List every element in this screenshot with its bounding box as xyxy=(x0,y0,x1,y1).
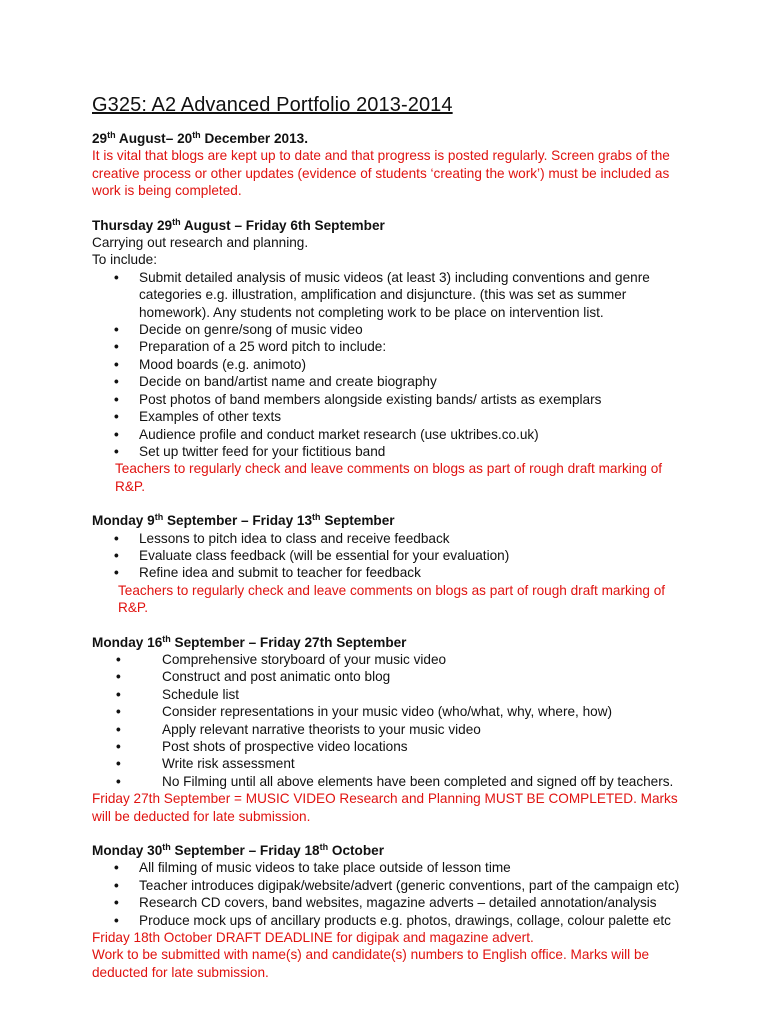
list-item: • Decide on band/artist name and create biography xyxy=(92,373,692,390)
list-item: • Apply relevant narrative theorists to your music video xyxy=(92,721,692,738)
section-heading: Monday 9th September – Friday 13th September xyxy=(92,512,395,529)
section-line: To include: xyxy=(92,252,157,268)
list-item: • Post photos of band members alongside existing bands/ artists as exemplars xyxy=(92,391,692,408)
deadline-note: Friday 18th October DRAFT DEADLINE for digipak and magazine advert. xyxy=(92,930,534,946)
list-item: • Evaluate class feedback (will be essential for your evaluation) xyxy=(92,547,692,564)
section-heading: Monday 30th September – Friday 18th October xyxy=(92,842,385,859)
section-heading: Monday 16th September – Friday 27th September xyxy=(92,633,407,650)
deadline-note: Friday 27th September = MUSIC VIDEO Research and Planning MUST BE COMPLETED. Marks will be deducted for late submission. xyxy=(92,791,678,824)
blog-notice: It is vital that blogs are kept up to date and that progress is posted regularly. Screen grabs of the creative process or other updates (evidence of students ‘creating the work’) must be included as work is being completed. xyxy=(92,148,670,199)
document-body xyxy=(92,130,692,981)
list-item: • Submit detailed analysis of music videos (at least 3) including conventions and genre categories e.g. illustration, amplification and disjuncture. (this was set as summer homework). Any students not completing work to be place on intervention list. xyxy=(92,269,692,321)
list-item: • Refine idea and submit to teacher for feedback xyxy=(92,564,692,581)
list-item: • Comprehensive storyboard of your music video xyxy=(92,651,692,668)
list-item: • Mood boards (e.g. animoto) xyxy=(92,356,692,373)
task-list xyxy=(92,651,692,790)
document-title: G325: A2 Advanced Portfolio 2013-2014 xyxy=(92,94,453,116)
section-line: Carrying out research and planning. xyxy=(92,235,309,251)
list-item: • Lessons to pitch idea to class and receive feedback xyxy=(92,530,692,547)
list-item: • Set up twitter feed for your fictitious band xyxy=(92,443,692,460)
list-item: • Research CD covers, band websites, magazine adverts – detailed annotation/analysis xyxy=(92,894,692,911)
list-item: • Produce mock ups of ancillary products e.g. photos, drawings, collage, colour palette etc xyxy=(92,912,692,929)
list-item: • Teacher introduces digipak/website/advert (generic conventions, part of the campaign etc) xyxy=(92,877,692,894)
task-list xyxy=(92,269,692,460)
section-heading: Thursday 29th August – Friday 6th September xyxy=(92,216,385,233)
list-item: • Construct and post animatic onto blog xyxy=(92,668,692,685)
list-item: • Schedule list xyxy=(92,686,692,703)
submission-note: Work to be submitted with name(s) and candidate(s) numbers to English office. Marks will be deducted for late submission. xyxy=(92,947,650,980)
list-item: • Decide on genre/song of music video xyxy=(92,321,692,338)
list-item: • Consider representations in your music video (who/what, why, where, how) xyxy=(92,703,692,720)
list-item: • Write risk assessment xyxy=(92,755,692,772)
list-item: • Audience profile and conduct market research (use uktribes.co.uk) xyxy=(92,426,692,443)
task-list xyxy=(92,530,692,582)
list-item: • No Filming until all above elements have been completed and signed off by teachers. xyxy=(92,773,692,790)
task-list xyxy=(92,859,692,929)
list-item: • Preparation of a 25 word pitch to include: xyxy=(92,338,692,355)
list-item: • All filming of music videos to take place outside of lesson time xyxy=(92,859,692,876)
list-item: • Examples of other texts xyxy=(92,408,692,425)
term-dates: 29th August– 20th December 2013. xyxy=(92,130,308,146)
teacher-note: Teachers to regularly check and leave comments on blogs as part of rough draft marking of R&P. xyxy=(118,582,666,616)
list-item: • Post shots of prospective video locations xyxy=(92,738,692,755)
teacher-note: Teachers to regularly check and leave comments on blogs as part of rough draft marking of R&P. xyxy=(115,461,663,494)
